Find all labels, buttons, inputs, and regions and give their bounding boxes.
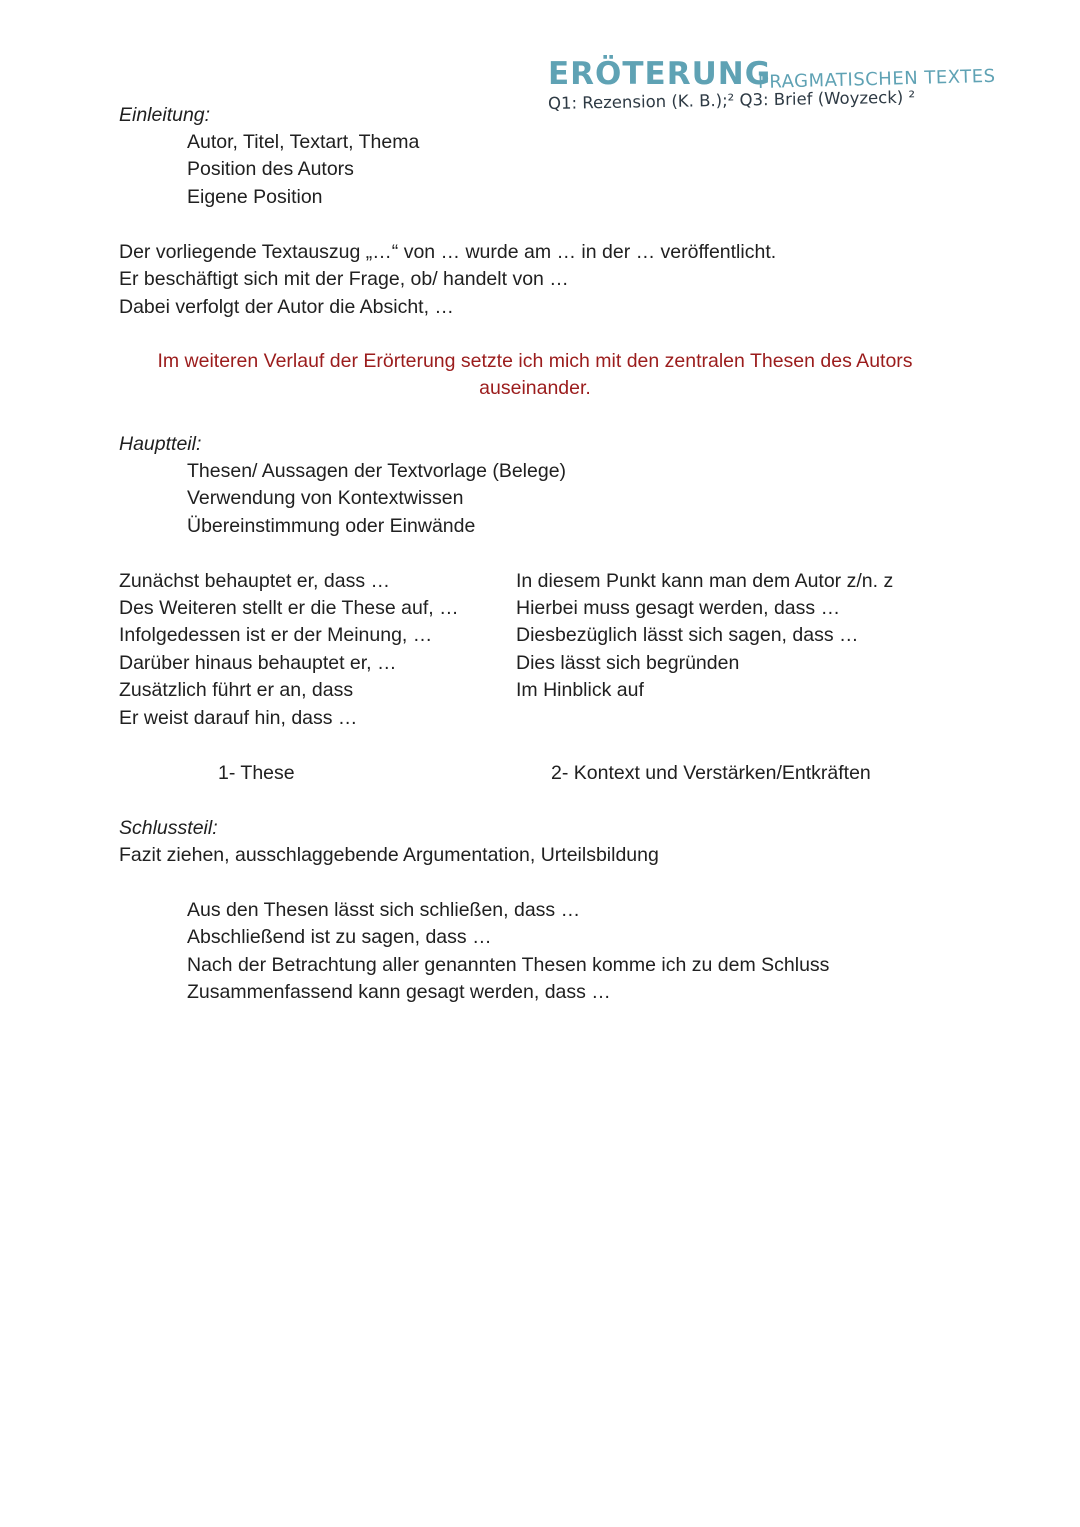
transition-line: Im weiteren Verlauf der Erörterung setzte ich mich mit den zentralen Thesen des Autors	[157, 350, 913, 372]
hauptteil-point: Verwendung von Kontextwissen	[187, 487, 464, 509]
einleitung-phrase: Der vorliegende Textauszug „…“ von … wurde am … in der … veröffentlicht.	[119, 241, 777, 263]
left-phrase: Darüber hinaus behauptet er, …	[119, 652, 397, 674]
hauptteil-heading: Hauptteil:	[119, 433, 202, 455]
handwritten-title: ERÖTERUNG	[548, 56, 772, 92]
right-phrase: Im Hinblick auf	[516, 679, 644, 701]
schlussteil-phrase: Zusammenfassend kann gesagt werden, dass …	[187, 981, 611, 1003]
schlussteil-phrase: Abschließend ist zu sagen, dass …	[187, 926, 492, 948]
right-phrase: Diesbezüglich lässt sich sagen, dass …	[516, 624, 859, 646]
right-caption: 2- Kontext und Verstärken/Entkräften	[551, 762, 871, 784]
schlussteil-heading: Schlussteil:	[119, 817, 218, 839]
hauptteil-point: Übereinstimmung oder Einwände	[187, 515, 476, 537]
left-phrase: Infolgedessen ist er der Meinung, …	[119, 624, 433, 646]
right-phrase: Dies lässt sich begründen	[516, 652, 740, 674]
einleitung-heading: Einleitung:	[119, 104, 211, 126]
einleitung-phrase: Dabei verfolgt der Autor die Absicht, …	[119, 296, 454, 318]
schlussteil-phrase: Nach der Betrachtung aller genannten Thesen komme ich zu dem Schluss	[187, 954, 830, 976]
left-phrase: Zusätzlich führt er an, dass	[119, 679, 354, 701]
right-phrase: Hierbei muss gesagt werden, dass …	[516, 597, 841, 619]
right-phrase: In diesem Punkt kann man dem Autor z/n. z	[516, 570, 894, 592]
hauptteil-point: Thesen/ Aussagen der Textvorlage (Belege)	[187, 460, 567, 482]
left-caption: 1- These	[218, 762, 295, 784]
einleitung-point: Position des Autors	[187, 158, 354, 180]
left-phrase: Er weist darauf hin, dass …	[119, 707, 358, 729]
handwritten-subtitle: PRAGMATISCHEN TEXTES	[757, 65, 996, 93]
schlussteil-summary: Fazit ziehen, ausschlaggebende Argumentation, Urteilsbildung	[119, 844, 659, 866]
schlussteil-phrase: Aus den Thesen lässt sich schließen, dass …	[187, 899, 581, 921]
einleitung-point: Autor, Titel, Textart, Thema	[187, 131, 420, 153]
einleitung-phrase: Er beschäftigt sich mit der Frage, ob/ handelt von …	[119, 268, 569, 290]
left-phrase: Des Weiteren stellt er die These auf, …	[119, 597, 459, 619]
transition-line: auseinander.	[479, 377, 591, 399]
transition-sentence	[100, 348, 970, 402]
handwritten-note: Q1: Rezension (K. B.);² Q3: Brief (Woyzeck) ²	[547, 87, 916, 113]
einleitung-point: Eigene Position	[187, 186, 323, 208]
left-phrase: Zunächst behauptet er, dass …	[119, 570, 391, 592]
